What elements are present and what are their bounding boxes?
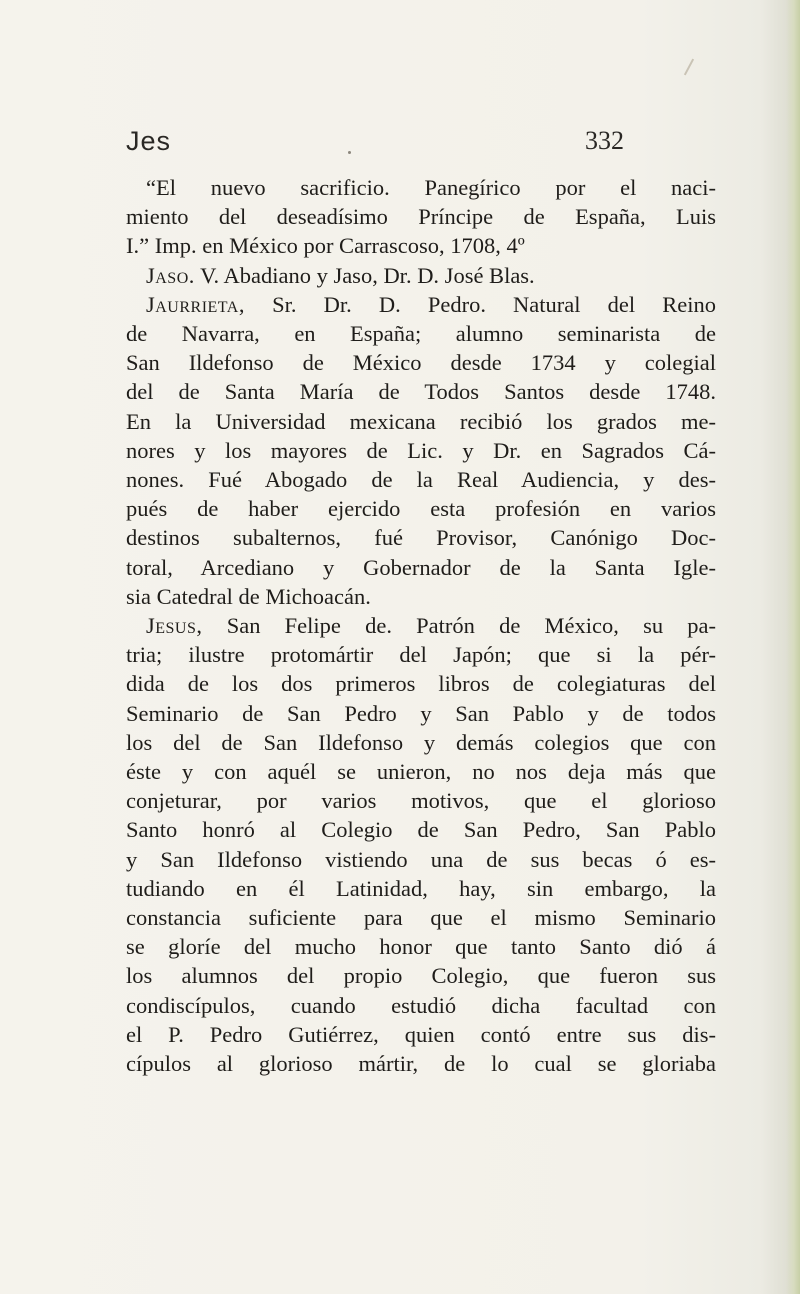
- text-line: constancia suficiente para que el mismo Seminario: [126, 905, 716, 931]
- text-line: se gloríe del mucho honor que tanto Santo dió á: [126, 934, 716, 960]
- entry-headword: Jaso.: [146, 262, 195, 288]
- entry-jesus: [126, 611, 716, 640]
- pencil-slash-mark: [684, 59, 694, 76]
- page-body: [126, 173, 716, 1078]
- text-line: “El nuevo sacrificio. Panegírico por el naci-: [146, 175, 716, 200]
- text-line: los alumnos del propio Colegio, que fueron sus: [126, 963, 716, 989]
- text-line: de Navarra, en España; alumno seminarista de: [126, 321, 716, 347]
- text-line: del de Santa María de Todos Santos desde 1748.: [126, 379, 716, 405]
- entry-headword: Jesus,: [146, 613, 203, 639]
- text-line: pués de haber ejercido esta profesión en varios: [126, 496, 716, 522]
- entry-text: V. Abadiano y Jaso, Dr. D. José Blas.: [194, 262, 535, 288]
- text-line: destinos subalternos, fué Provisor, Canónigo Doc-: [126, 525, 716, 551]
- text-line: dida de los dos primeros libros de colegiaturas del: [126, 671, 716, 697]
- entry-headword: Jaurrieta,: [146, 291, 245, 317]
- text-line: En la Universidad mexicana recibió los grados me-: [126, 408, 716, 434]
- text-line: sia Catedral de Michoacán.: [126, 583, 371, 609]
- text-line: conjeturar, por varios motivos, que el glorioso: [126, 788, 716, 814]
- text-line: toral, Arcediano y Gobernador de la Santa Igle-: [126, 554, 716, 580]
- text-line: tudiando en él Latinidad, hay, sin embargo, la: [126, 875, 716, 901]
- text-line: tria; ilustre protomártir del Japón; que si la pér-: [126, 642, 716, 668]
- text-line: el P. Pedro Gutiérrez, quien contó entre sus dis-: [126, 1021, 716, 1047]
- text-line: miento del deseadísimo Príncipe de España, Luis: [126, 204, 716, 230]
- text-line: y San Ildefonso vistiendo una de sus becas ó es-: [126, 846, 716, 872]
- entry-text: San Felipe de. Patrón de México, su pa-: [202, 613, 716, 639]
- ink-dot: [348, 151, 351, 154]
- page-header: [126, 126, 716, 166]
- text-line: Santo honró al Colegio de San Pedro, San Pablo: [126, 817, 716, 843]
- text-line: I.” Imp. en México por Carrascoso, 1708, 4º: [126, 233, 525, 259]
- text-line: cípulos al glorioso mártir, de lo cual se gloriaba: [126, 1051, 716, 1077]
- text-line: nores y los mayores de Lic. y Dr. en Sagrados Cá-: [126, 437, 716, 463]
- entry-text: Sr. Dr. D. Pedro. Natural del Reino: [244, 291, 716, 317]
- text-line: San Ildefonso de México desde 1734 y colegial: [126, 350, 716, 376]
- text-line: Seminario de San Pedro y San Pablo y de todos: [126, 700, 716, 726]
- text-line: éste y con aquél se unieron, no nos deja más que: [126, 759, 716, 785]
- running-head: Jes: [126, 126, 172, 156]
- entry-jaurrieta: [126, 290, 716, 319]
- page-number: 332: [585, 126, 624, 155]
- entry-jaso: [126, 261, 716, 290]
- text-line: los del de San Ildefonso y demás colegios que con: [126, 729, 716, 755]
- text-line: nones. Fué Abogado de la Real Audiencia, y des-: [126, 467, 716, 493]
- page-edge-shadow: [786, 0, 800, 1294]
- text-line: condiscípulos, cuando estudió dicha facultad con: [126, 992, 716, 1018]
